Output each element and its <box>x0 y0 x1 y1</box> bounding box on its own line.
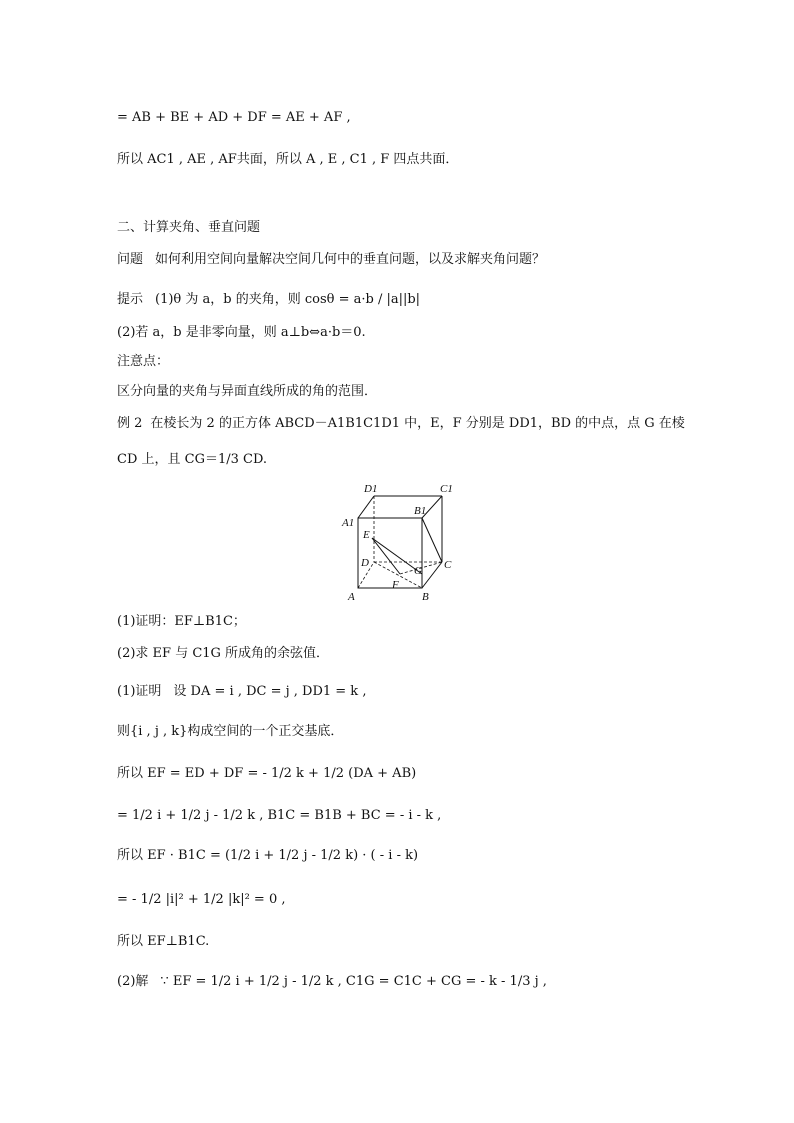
part-1: (1)证明：EF⊥B1C； <box>117 614 246 629</box>
question-line <box>117 250 545 270</box>
part-2: (2)求 EF 与 C1G 所成角的余弦值． <box>117 646 330 661</box>
equation-line-1: = AB + BE + AD + DF = AE + AF , <box>117 110 351 125</box>
example-text: 在棱长为 2 的正方体 ABCD－A1B1C1D1 中，E，F 分别是 DD1，BD 的中点，点 G 在棱 <box>150 416 685 431</box>
example-line <box>117 414 685 434</box>
proof-text: 设 DA = i , DC = j , DD1 = k , <box>173 684 367 699</box>
note-label: 注意点： <box>117 354 170 369</box>
step-1: 所以 EF = ED + DF = - 1/2 k + 1/2 (DA + AB) <box>117 766 417 781</box>
example-tag: 例 2 <box>117 416 143 431</box>
hint-text: (1)θ 为 a，b 的夹角，则 cosθ = a·b / |a||b| <box>155 292 421 307</box>
question-text: 如何利用空间向量解决空间几何中的垂直问题，以及求解夹角问题？ <box>155 252 546 267</box>
proof-tag: (1)证明 <box>117 684 162 699</box>
example-line-2: CD 上，且 CG＝1/3 CD. <box>117 452 268 467</box>
step-4: = - 1/2 |i|² + 1/2 |k|² = 0 , <box>117 892 286 907</box>
label-G: G <box>414 565 422 577</box>
hint-line-2: (2)若 a，b 是非零向量，则 a⊥b⇔a·b＝0. <box>117 325 366 340</box>
label-F: F <box>392 579 399 591</box>
section-title: 二、计算夹角、垂直问题 <box>117 220 261 235</box>
proof-line <box>117 682 366 702</box>
question-tag: 问题 <box>117 252 144 267</box>
label-D: D <box>361 557 369 569</box>
hint-line <box>117 290 420 310</box>
label-B: B <box>422 591 429 603</box>
basis-line: 则{i , j , k}构成空间的一个正交基底． <box>117 724 344 739</box>
step-3: 所以 EF · B1C = (1/2 i + 1/2 j - 1/2 k) · ( - i - k) <box>117 848 419 863</box>
step-2: = 1/2 i + 1/2 j - 1/2 k , B1C = B1B + BC = - i - k , <box>117 808 442 823</box>
hint-tag: 提示 <box>117 292 144 307</box>
cube-figure <box>336 478 460 604</box>
solution-tag: (2)解 <box>117 974 149 989</box>
solution-text: ∵ EF = 1/2 i + 1/2 j - 1/2 k , C1G = C1C + CG = - k - 1/3 j , <box>160 974 547 989</box>
note-text: 区分向量的夹角与异面直线所成的角的范围． <box>117 384 378 399</box>
label-B1: B1 <box>414 505 427 517</box>
solution-line <box>117 972 547 992</box>
label-A: A <box>348 591 355 603</box>
step-5: 所以 EF⊥B1C. <box>117 934 210 949</box>
label-C1: C1 <box>440 483 453 495</box>
label-A1: A1 <box>342 517 355 529</box>
label-E: E <box>363 529 370 541</box>
label-D1: D1 <box>364 483 378 495</box>
label-C: C <box>444 559 452 571</box>
coplanar-conclusion: 所以 AC1 , AE , AF共面，所以 A , E , C1 , F 四点共面． <box>117 152 459 167</box>
